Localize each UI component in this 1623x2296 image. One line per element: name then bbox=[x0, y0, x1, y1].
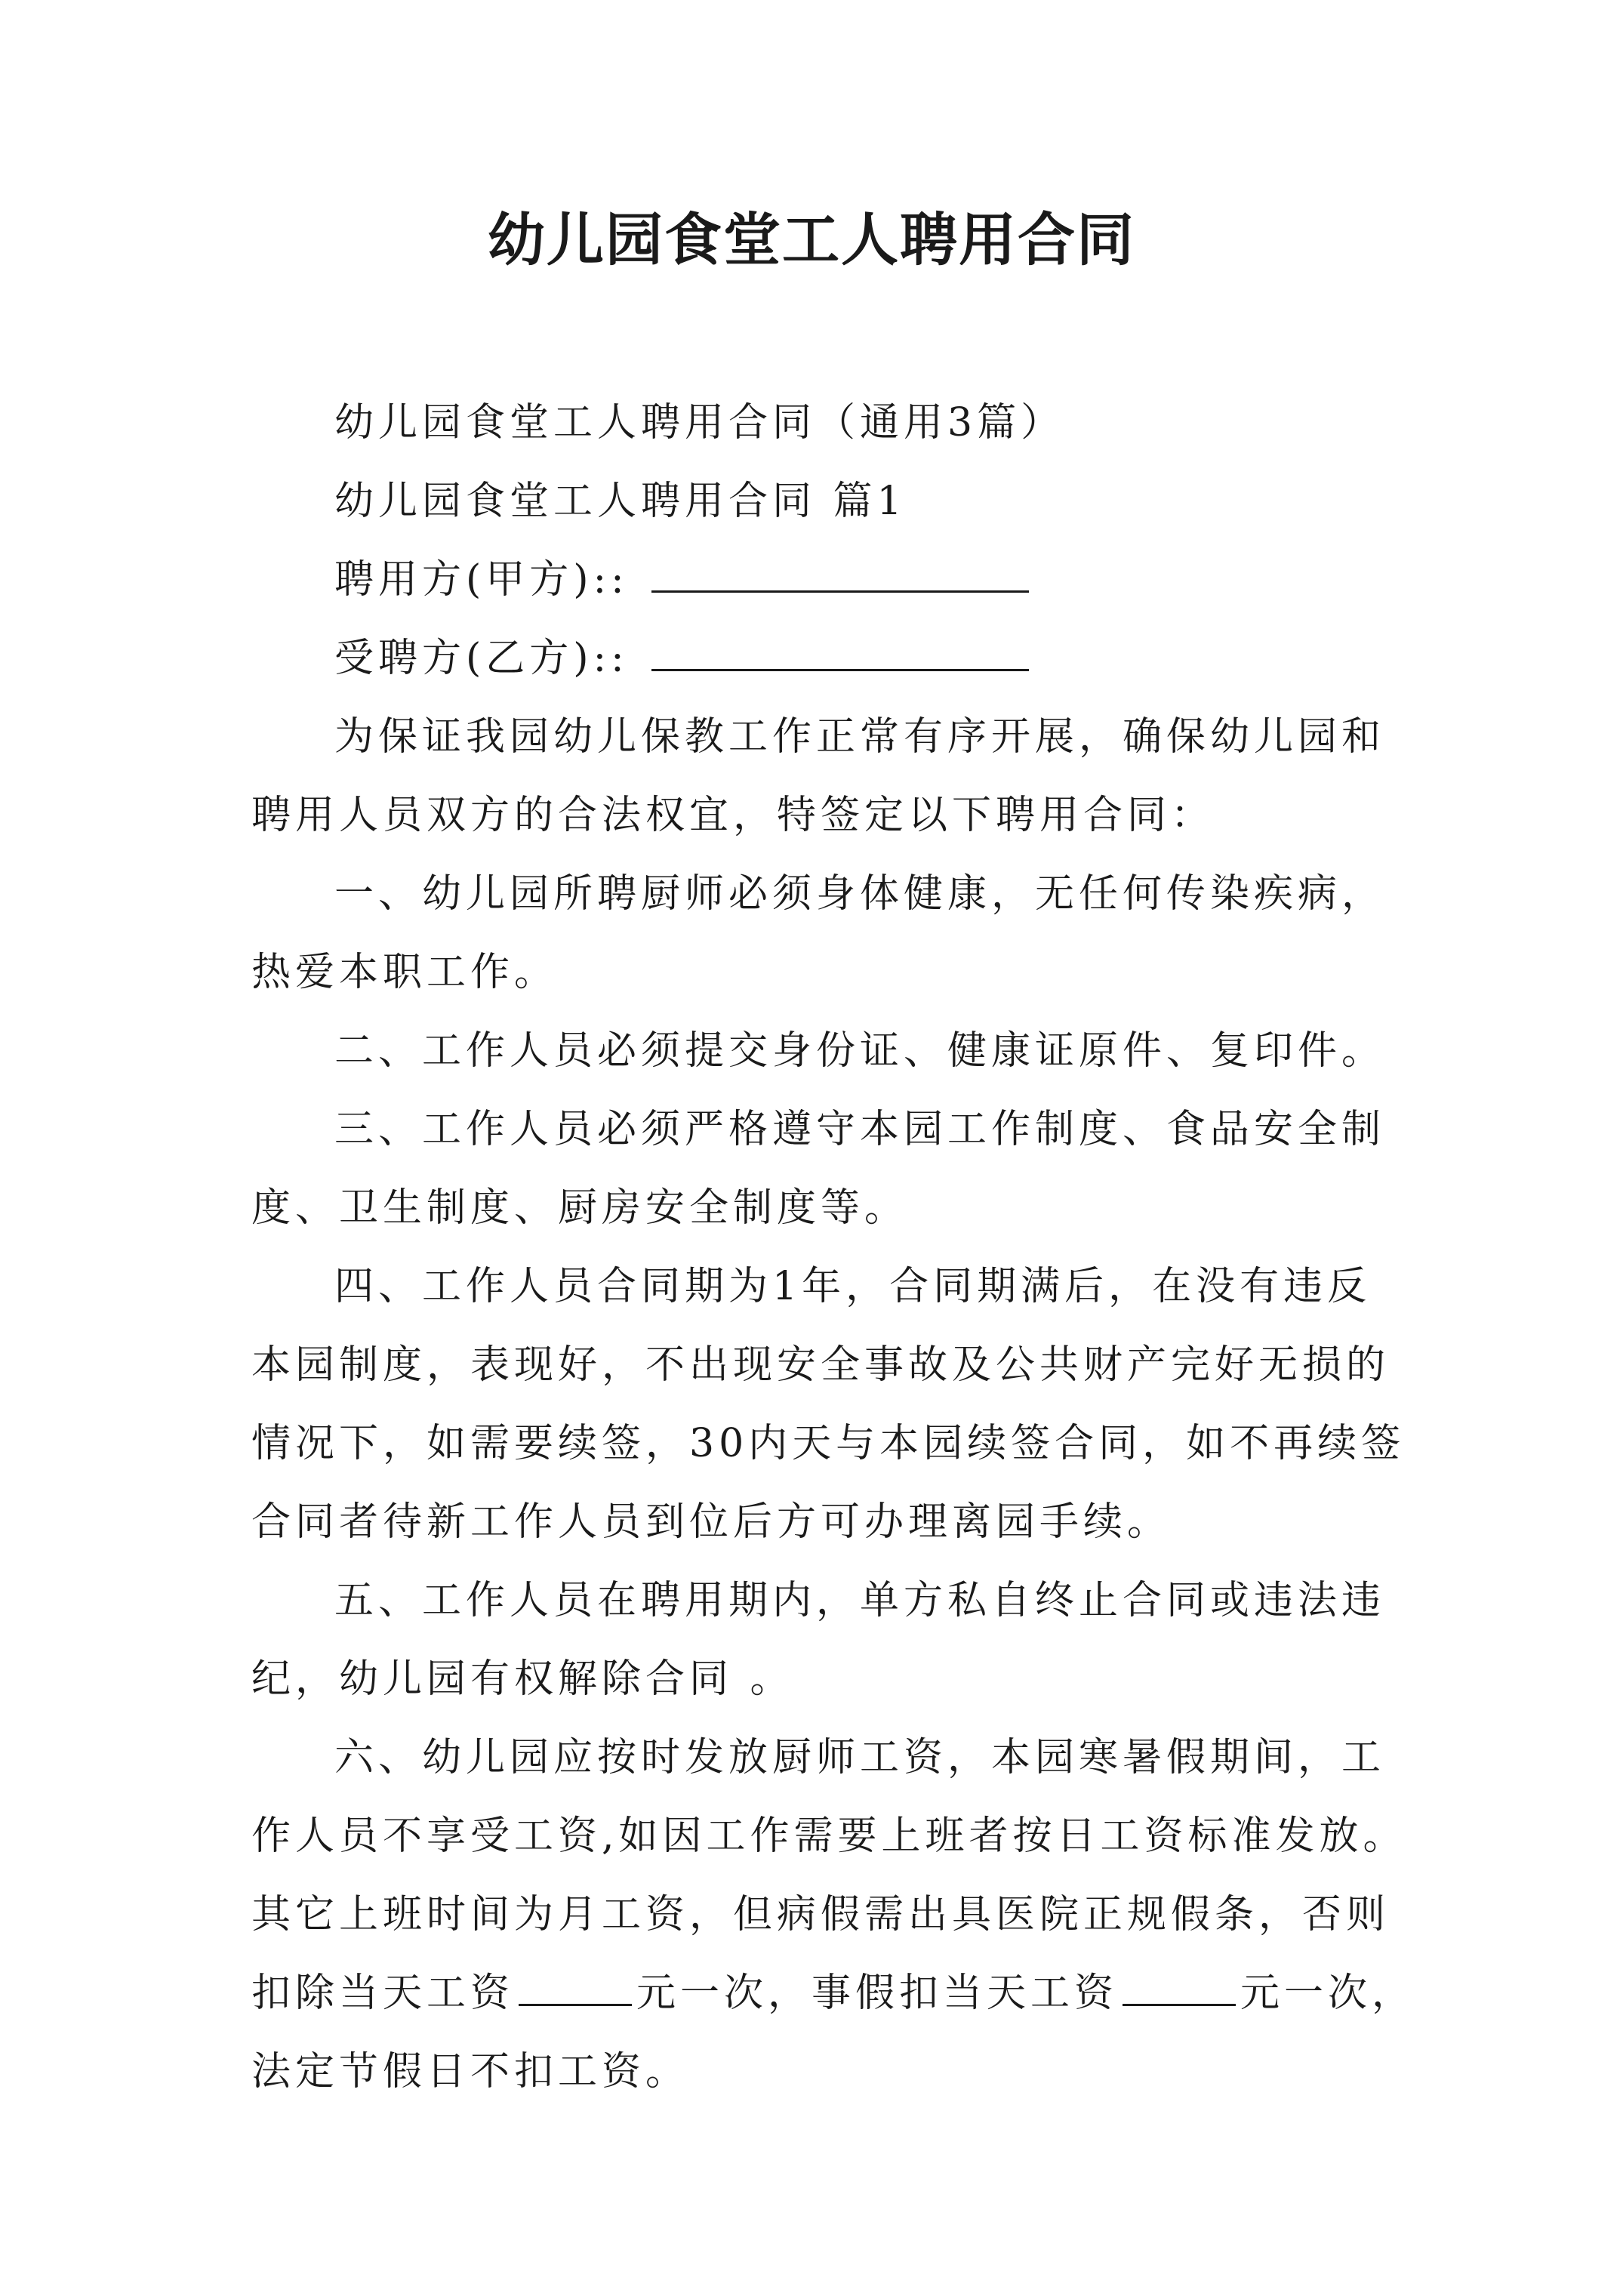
clause3-line-2: 度、卫生制度、厨房安全制度等。 bbox=[251, 1185, 909, 1231]
clause2-line-1: 二、工作人员必须提交身份证、健康证原件、复印件。 bbox=[334, 1028, 1386, 1074]
clause6-line-4 bbox=[251, 1954, 1416, 2032]
clause5-line-2: 纪，幼儿园有权解除合同 。 bbox=[251, 1657, 794, 1702]
document-body bbox=[251, 384, 1416, 2111]
clause6-line-1: 六、幼儿园应按时发放厨师工资，本园寒暑假期间，工 bbox=[334, 1735, 1386, 1780]
party-b-label: 受聘方(乙方):: bbox=[334, 636, 629, 681]
clause1-line-2: 热爱本职工作。 bbox=[251, 950, 559, 995]
intro-line-1: 为保证我园幼儿保教工作正常有序开展，确保幼儿园和 bbox=[334, 714, 1386, 760]
clause3-line-1: 三、工作人员必须严格遵守本园工作制度、食品安全制 bbox=[334, 1107, 1386, 1152]
clause4-line-4: 合同者待新工作人员到位后方可办理离园手续。 bbox=[251, 1499, 1172, 1545]
party-a-label: 聘用方(甲方):: bbox=[334, 557, 629, 603]
clause4-line-2: 本园制度，表现好，不出现安全事故及公共财产完好无损的 bbox=[251, 1342, 1390, 1388]
clause1-line-1: 一、幼儿园所聘厨师必须身体健康，无任何传染疾病， bbox=[334, 871, 1386, 917]
clause4-line-1: 四、工作人员合同期为1年，合同期满后，在没有违反 bbox=[334, 1264, 1372, 1309]
party-a-blank bbox=[651, 548, 1029, 593]
clause4-line-3: 情况下，如需要续签，30内天与本园续签合同，如不再续签 bbox=[251, 1421, 1406, 1466]
party-a-line bbox=[251, 541, 1399, 619]
document-title: 幼儿园食堂工人聘用合同 bbox=[488, 206, 1135, 273]
clause6-line-5: 法定节假日不扣工资。 bbox=[251, 2049, 690, 2094]
personal-leave-deduction-blank bbox=[1123, 1962, 1236, 2006]
clause6-line-3: 其它上班时间为月工资，但病假需出具医院正规假条，否则 bbox=[251, 1892, 1390, 1937]
deduct-prefix: 扣除当天工资 bbox=[251, 1971, 515, 2016]
party-b-line bbox=[251, 619, 1399, 698]
subtitle: 幼儿园食堂工人聘用合同（通用3篇） bbox=[334, 400, 1065, 445]
deduct-mid: 元一次，事假扣当天工资 bbox=[636, 1971, 1119, 2016]
party-b-blank bbox=[651, 627, 1029, 671]
sick-leave-deduction-blank bbox=[519, 1962, 632, 2006]
section-heading: 幼儿园食堂工人聘用合同 篇1 bbox=[334, 479, 907, 524]
clause5-line-1: 五、工作人员在聘用期内，单方私自终止合同或违法违 bbox=[334, 1578, 1386, 1623]
clause6-line-2: 作人员不享受工资,如因工作需要上班者按日工资标准发放。 bbox=[251, 1814, 1407, 1859]
intro-line-2: 聘用人员双方的合法权宜，特签定以下聘用合同： bbox=[251, 793, 1215, 838]
deduct-suffix: 元一次， bbox=[1240, 1971, 1416, 2016]
